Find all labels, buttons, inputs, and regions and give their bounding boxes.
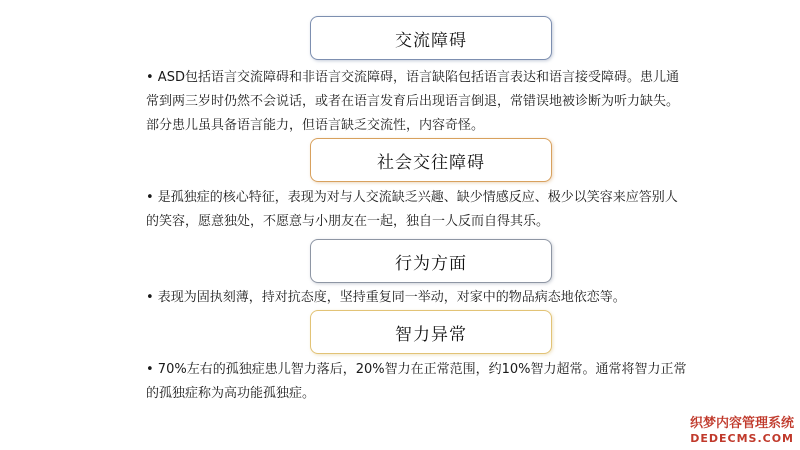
paragraph-social-interaction — [146, 186, 746, 234]
heading-label: 交流障碍 — [395, 30, 467, 51]
heading-intelligence — [310, 310, 552, 354]
heading-label: 智力异常 — [395, 324, 467, 345]
heading-behavior — [310, 239, 552, 283]
text-line: • ASD包括语言交流障碍和非语言交流障碍，语言缺陷包括语言表达和语言接受障碍。患儿通 — [146, 70, 679, 85]
watermark-line: DEDECMS.COM — [690, 432, 794, 445]
text-line: 的孤独症称为高功能孤独症。 — [146, 386, 316, 401]
heading-label: 行为方面 — [395, 253, 467, 274]
text-line: 部分患儿虽具备语言能力，但语言缺乏交流性，内容奇怪。 — [146, 118, 485, 133]
watermark — [690, 416, 794, 446]
heading-social-interaction — [310, 138, 552, 182]
text-line: 的笑容，愿意独处，不愿意与小朋友在一起，独自一人反而自得其乐。 — [146, 214, 550, 229]
paragraph-behavior — [146, 286, 746, 310]
paragraph-intelligence — [146, 358, 746, 406]
text-line: • 表现为固执刻薄，持对抗态度，坚持重复同一举动，对家中的物品病态地依恋等。 — [146, 290, 626, 305]
text-line: • 是孤独症的核心特征，表现为对与人交流缺乏兴趣、缺少情感反应、极少以笑容来应答别人 — [146, 190, 678, 205]
text-line: • 70%左右的孤独症患儿智力落后，20%智力在正常范围，约10%智力超常。通常将智力正常 — [146, 362, 687, 377]
heading-communication — [310, 16, 552, 60]
paragraph-communication — [146, 66, 746, 138]
text-line: 常到两三岁时仍然不会说话，或者在语言发育后出现语言倒退，常错误地被诊断为听力缺失。 — [146, 94, 680, 109]
heading-label: 社会交往障碍 — [377, 152, 485, 173]
watermark-line: 织梦内容管理系统 — [689, 416, 794, 431]
